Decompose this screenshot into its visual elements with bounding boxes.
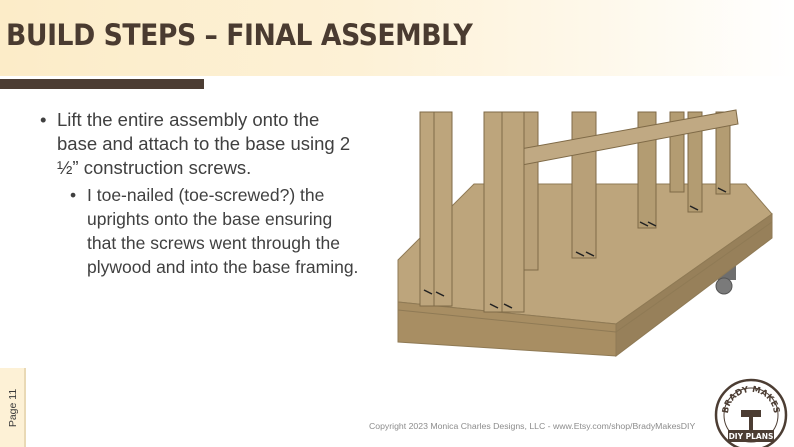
copyright-footer: Copyright 2023 Monica Charles Designs, LLC - www.Etsy.com/shop/BradyMakesDIY [369,421,696,431]
bullet-item-level2 [70,183,360,279]
bullet-item-level1 [40,108,360,180]
bullet-text: I toe-nailed (toe-screwed?) the uprights onto the base ensuring that the screws went through the plywood and into the base framing. [87,185,359,277]
bullet-dot: • [40,109,47,130]
brady-makes-logo [714,378,788,447]
assembly-render-image [386,106,778,362]
logo-banner-text: DIY PLANS [728,432,774,441]
bullet-list [40,108,360,279]
slide-title: BUILD STEPS – FINAL ASSEMBLY [6,18,473,52]
page-number: Page 11 [7,388,19,428]
bullet-text: Lift the entire assembly onto the base and attach to the base using 2 ½” construction screws. [57,109,351,178]
bullet-dot: • [70,185,77,205]
title-underline [0,79,204,89]
cross-rail [504,110,738,168]
logo-arc-text: BRADY MAKES [720,384,782,415]
